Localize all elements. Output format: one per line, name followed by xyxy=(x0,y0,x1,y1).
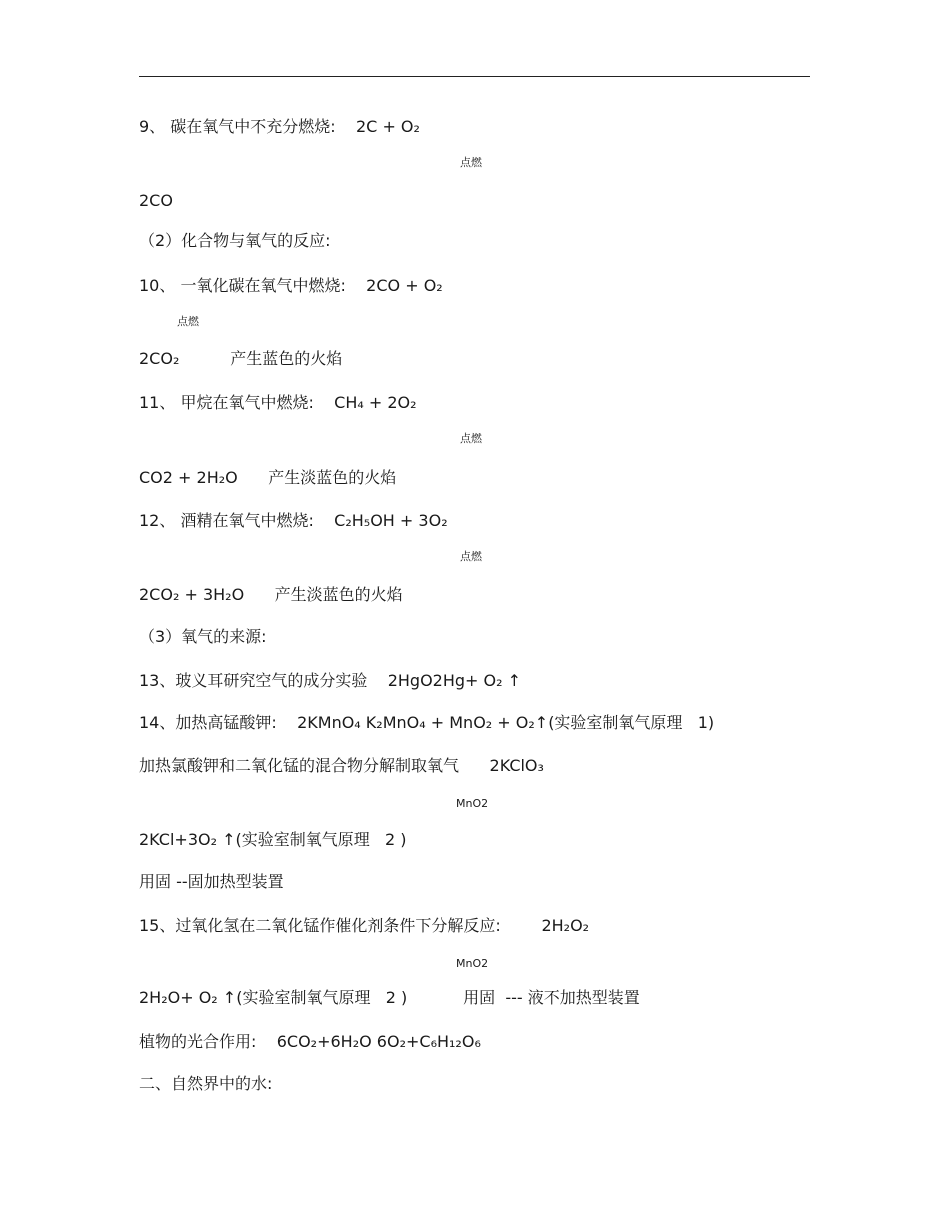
photosynthesis-text: 植物的光合作用: 6CO₂+6H₂O 6O₂+C₆H₁₂O₆ xyxy=(139,1032,481,1051)
eq-14-text: 14、加热高锰酸钾: 2KMnO₄ K₂MnO₄ + MnO₂ + O₂↑(实验室制氧气原理 1) xyxy=(139,713,715,732)
eq-15-product: 2H₂O+ O₂ ↑(实验室制氧气原理 2 ) 用固 --- 液不加热型装置 xyxy=(139,988,640,1007)
eq-10-product: 2CO₂ 产生蓝色的火焰 xyxy=(139,349,343,368)
eq-11-condition: 点燃 xyxy=(460,432,482,445)
eq-12-condition: 点燃 xyxy=(460,550,482,563)
eq-12-text: 12、 酒精在氧气中燃烧: C₂H₅OH + 3O₂ xyxy=(139,511,448,530)
eq-9-condition: 点燃 xyxy=(460,156,482,169)
kclo3-text: 加热氯酸钾和二氧化锰的混合物分解制取氧气 2KClO₃ xyxy=(139,756,544,775)
eq-11-product: CO2 + 2H₂O 产生淡蓝色的火焰 xyxy=(139,468,397,487)
section-2-heading: （2）化合物与氧气的反应: xyxy=(139,231,331,250)
eq-9-product: 2CO xyxy=(139,191,173,210)
eq-12-product: 2CO₂ + 3H₂O 产生淡蓝色的火焰 xyxy=(139,585,403,604)
eq-15-catalyst: MnO2 xyxy=(456,957,489,970)
eq-9-text: 9、 碳在氧气中不充分燃烧: 2C + O₂ xyxy=(139,117,420,136)
section-3-heading: （3）氧气的来源: xyxy=(139,627,267,646)
eq-13-text: 13、玻义耳研究空气的成分实验 2HgO2Hg+ O₂ ↑ xyxy=(139,671,522,690)
section-water-heading: 二、自然界中的水: xyxy=(139,1074,273,1093)
eq-10-condition: 点燃 xyxy=(177,315,199,328)
eq-11-text: 11、 甲烷在氧气中燃烧: CH₄ + 2O₂ xyxy=(139,393,417,412)
eq-15-text: 15、过氧化氢在二氧化锰作催化剂条件下分解反应: 2H₂O₂ xyxy=(139,916,590,935)
header-rule xyxy=(139,76,810,77)
kclo3-product: 2KCl+3O₂ ↑(实验室制氧气原理 2 ) xyxy=(139,830,407,849)
kclo3-catalyst: MnO2 xyxy=(456,797,489,810)
eq-10-text: 10、 一氧化碳在氧气中燃烧: 2CO + O₂ xyxy=(139,276,443,295)
kclo3-apparatus: 用固 --固加热型装置 xyxy=(139,872,284,891)
